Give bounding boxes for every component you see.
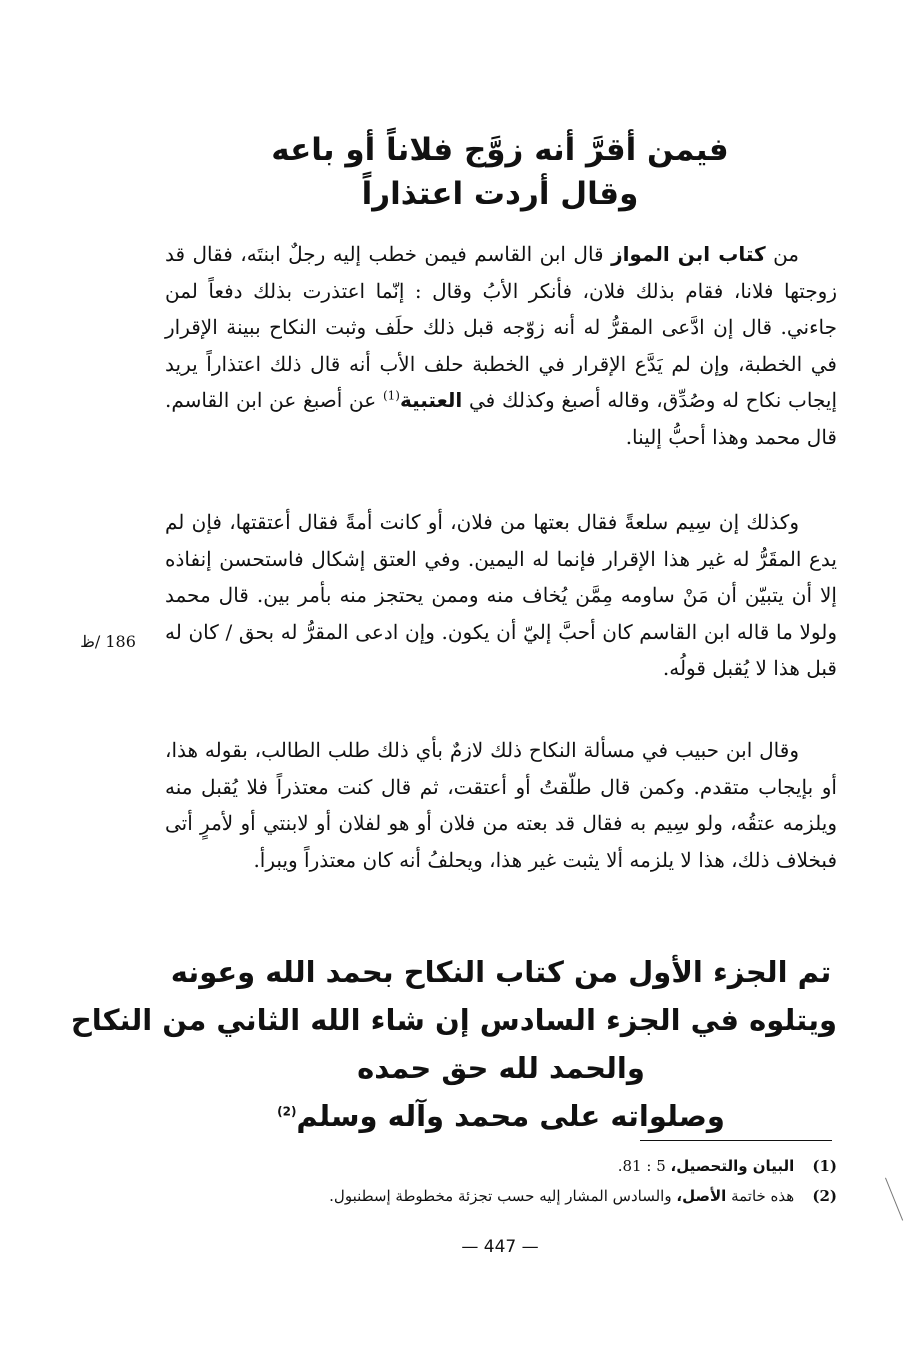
footnote-1-text: 5 : 81. (617, 1157, 666, 1175)
colophon-line-2: ويتلوه في الجزء السادس إن شاء الله الثاني من النكاح (70, 1003, 837, 1037)
footnote-1 (300, 1151, 837, 1181)
paragraph-2 (165, 504, 837, 687)
chapter-title-line-2: وقال أردت اعتذاراً (361, 176, 639, 212)
colophon-line-4: وصلواته على محمد وآله وسلم (296, 1099, 725, 1133)
chapter-title-line-1: فيمن أقرَّ أنه زوَّج فلاناً أو باعه (271, 132, 729, 168)
footnote-ref-2: (2) (277, 1104, 297, 1119)
paragraph-1 (165, 236, 837, 455)
footnote-1-source: البيان والتحصيل، (670, 1157, 795, 1175)
footnote-2 (300, 1181, 837, 1211)
paragraph-3 (165, 732, 837, 878)
paragraph-3-text: وقال ابن حبيب في مسألة النكاح ذلك لازمٌ بأي ذلك طلب الطالب، بقوله هذا، أو بإيجاب متقدم. وكمن قال طلّقتُ أو أعتقت، ثم قال كنت معتذراً فلا يُقبل منه ويلزمه عتقُه، ولو سِيم به فقال قد بعته من فلان أو هو لفلان أو لابنتي أو لأمرٍ أتى فبخلاف ذلك، هذا لا يلزمه ألا يثبت غير هذا، ويحلفُ أنه كان معتذراً ويبرأ. (165, 738, 837, 872)
footnotes (300, 1151, 837, 1211)
footnote-1-number: (1) (812, 1157, 837, 1175)
paragraph-1-lead: من (773, 242, 800, 266)
manuscript-folio-note: 186 /ظ (80, 632, 136, 651)
footnote-divider (640, 1140, 832, 1141)
footnote-2-source: الأصل، (676, 1187, 727, 1205)
footnote-2-text-a: هذه خاتمة (731, 1187, 795, 1205)
paragraph-1-text-b: عن أصبغ عن ابن القاسم. قال محمد وهذا أحبُّ إلينا. (165, 388, 837, 449)
colophon-line-3: والحمد لله حق حمده (357, 1051, 645, 1085)
paragraph-2-text: وكذلك إن سِيم سلعةً فقال بعتها من فلان، أو كانت أمةً فقال أعتقتها، فإن لم يدع المقَرُّ له غير هذا الإقرار فإنما له اليمين. وفي العتق إشكال فاستحسن إنفاذه إلا أن يتبيّن أن مَنْ ساومه مِمَّن يُخاف منه وممن يحتجز منه بأمر بين. قال محمد ولولا ما قاله ابن القاسم كان أحبَّ إليّ أن يكون. وإن ادعى المقرُّ له بحق / كان له قبل هذا لا يُقبل قولُه. (165, 510, 837, 680)
footnote-2-text-b: والسادس المشار إليه حسب تجزئة مخطوطة إسطنبول. (329, 1187, 672, 1205)
scan-artifact-line (885, 1178, 903, 1221)
footnote-ref-1: (1) (382, 388, 400, 403)
paragraph-1-text-a: قال ابن القاسم فيمن خطب إليه رجلٌ ابنتَه، فقال قد زوجتها فلانا، فقام بذلك فلان، فأنكر الأبُ وقال : إنّما اعتذرت بذلك دفعاً لمن جاءني. قال إن ادَّعى المقرُّ له أنه زوّجه قبل ذلك حلَف وثبت النكاح ببينة الإقرار في الخطبة، وإن لم يَدَّع الإقرار في الخطبة حلف الأب أنه قال ذلك اعتذاراً يريد إيجاب نكاح له وصُدِّق، وقاله أصبغ وكذلك في (165, 242, 837, 412)
footnote-2-number: (2) (812, 1187, 837, 1205)
book-name-mawaz: كتاب ابن المواز (611, 242, 766, 266)
page-number: — 447 — (461, 1237, 539, 1257)
colophon (70, 948, 837, 1140)
chapter-title (160, 128, 840, 216)
book-name-utbiyya: العتبية (399, 388, 463, 412)
colophon-line-1: تم الجزء الأول من كتاب النكاح بحمد الله وعونه (170, 955, 832, 989)
